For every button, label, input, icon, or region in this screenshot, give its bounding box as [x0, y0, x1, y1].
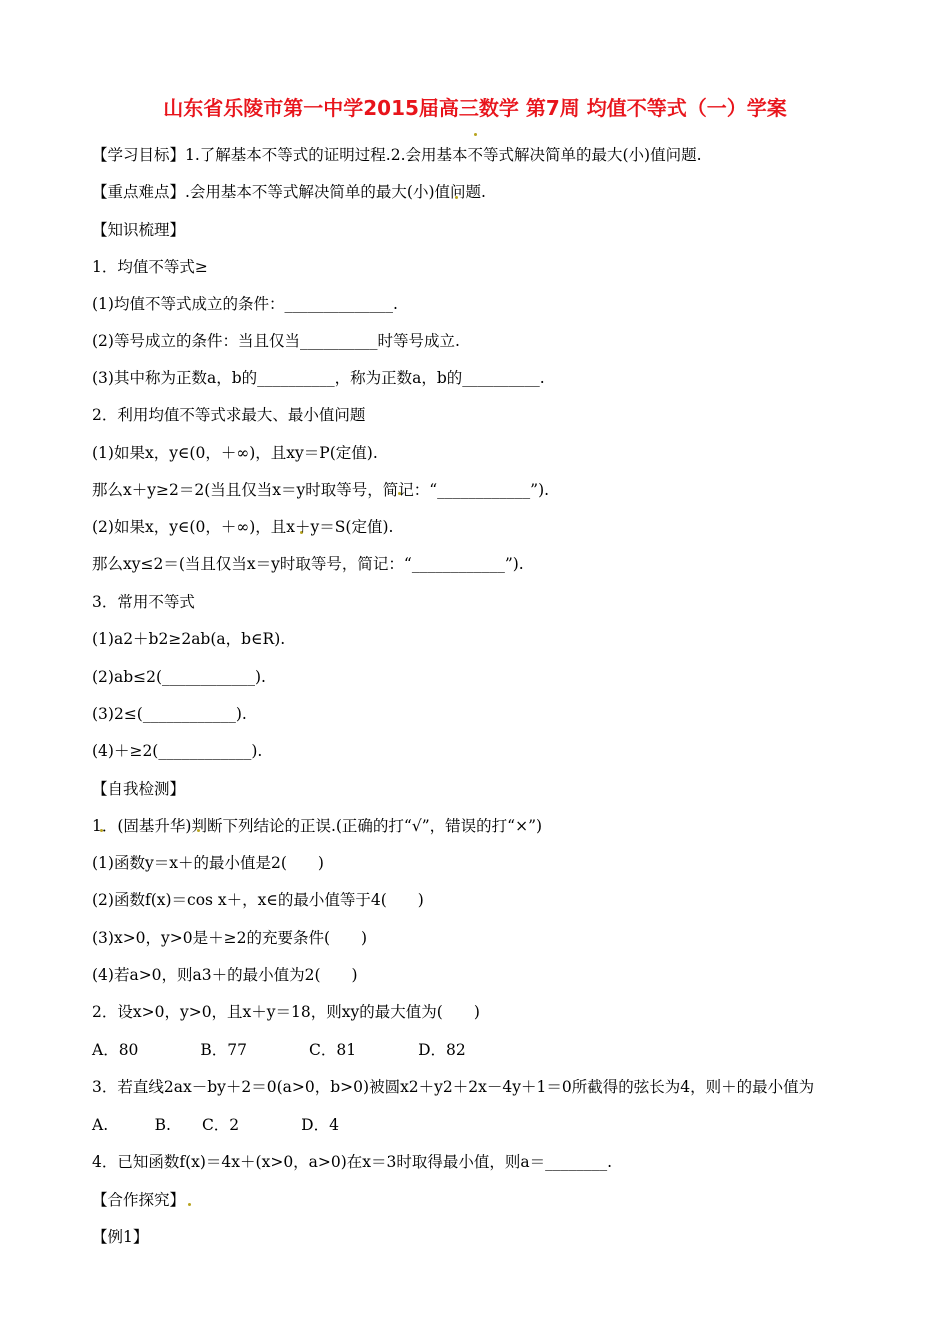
question-1: 1．(固基升华)判断下列结论的正误.(正确的打“√”，错误的打“×”) [92, 817, 543, 835]
text-line: (3)x>0，y>0是＋≥2的充要条件( ) [92, 929, 368, 947]
text-line: 3．常用不等式 [92, 593, 195, 611]
text-line: (2)等号成立的条件：当且仅当__________时等号成立. [92, 332, 460, 350]
text-line: (4)若a>0，则a3＋的最小值为2( ) [92, 966, 358, 984]
example-1-heading: 【例1】 [92, 1228, 149, 1246]
text-line: (4)＋≥2(____________). [92, 742, 263, 760]
text-line: 那么x＋y≥2＝2(当且仅当x＝y时取等号，简记：“____________”). [92, 481, 550, 499]
question-2-options: A．80 B．77 C．81 D．82 [92, 1041, 466, 1059]
text-line: (2)ab≤2(____________). [92, 668, 266, 686]
text-line: (1)如果x，y∈(0，＋∞)，且xy＝P(定值). [92, 444, 378, 462]
learning-objective: 【学习目标】1.了解基本不等式的证明过程.2.会用基本不等式解决简单的最大(小)值问题. [92, 146, 702, 164]
text-line: 2．利用均值不等式求最大、最小值问题 [92, 406, 366, 424]
text-line: 1．均值不等式≥ [92, 258, 208, 276]
question-3: 3．若直线2ax－by＋2＝0(a>0，b>0)被圆x2＋y2＋2x－4y＋1＝0所截得的弦长为4，则＋的最小值为 [92, 1078, 815, 1096]
text-line: (3)2≤(____________). [92, 705, 247, 723]
section-heading-self-check: 【自我检测】 [92, 780, 186, 798]
text-line: (3)其中称为正数a，b的__________，称为正数a，b的__________. [92, 369, 545, 387]
question-4: 4．已知函数f(x)＝4x＋(x>0，a>0)在x＝3时取得最小值，则a＝________. [92, 1153, 613, 1171]
section-heading-explore: 【合作探究】 [92, 1191, 186, 1209]
decorative-dot [474, 133, 477, 136]
text-line: (2)函数f(x)＝cos x＋，x∈的最小值等于4( ) [92, 891, 424, 909]
question-3-options: A. B. C．2 D．4 [92, 1116, 339, 1134]
text-line: (1)函数y＝x＋的最小值是2( ) [92, 854, 324, 872]
question-2: 2．设x>0，y>0，且x＋y＝18，则xy的最大值为( ) [92, 1003, 480, 1021]
decorative-dot [188, 1203, 191, 1206]
text-line: (1)均值不等式成立的条件：______________. [92, 295, 398, 313]
key-difficulty: 【重点难点】.会用基本不等式解决简单的最大(小)值问题. [92, 183, 486, 201]
text-line: (1)a2＋b2≥2ab(a，b∈R). [92, 630, 286, 648]
page-title: 山东省乐陵市第一中学2015届高三数学 第7周 均值不等式（一）学案 [163, 96, 787, 120]
section-heading-knowledge: 【知识梳理】 [92, 221, 186, 239]
text-line: (2)如果x，y∈(0，＋∞)，且x＋y＝S(定值). [92, 518, 394, 536]
text-line: 那么xy≤2＝(当且仅当x＝y时取等号，简记：“____________”). [92, 555, 524, 573]
